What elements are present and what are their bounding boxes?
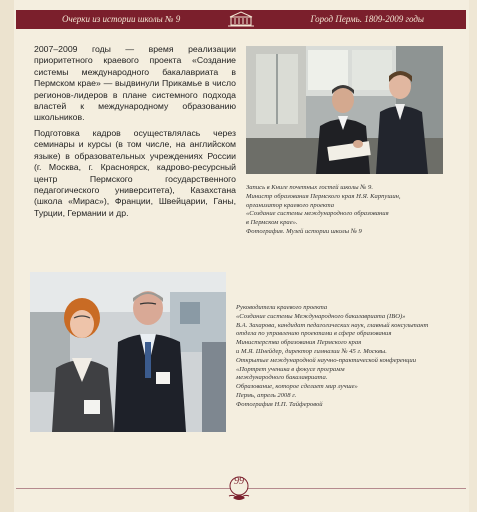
caption-line: и М.Я. Шнейдер, директор гимназии № 45 г. Москвы. (236, 347, 387, 355)
caption-line: Запись в Книге почетных гостей школы № 9. (246, 184, 373, 191)
body-paragraph-1: 2007–2009 годы — время реализации приоритетного краевого проекта «Создание системы международного бакалавриата в Пермском крае» — выдвинули Прикамье в число регионов-лидеров в плане системного подхода властей к международному образованию школьников. (34, 44, 236, 123)
page-number: 99 (234, 476, 244, 487)
page-right-edge (469, 0, 477, 512)
photo-guest-book-signing (246, 46, 443, 174)
caption-line: Открытые международной научно-практической конференции (236, 356, 417, 364)
caption-line: «Создание системы Международного бакалавриата (IBO)» (236, 312, 406, 320)
caption-line: «Портрет ученика в фокусе программ (236, 365, 345, 373)
school-building-emblem-icon (226, 11, 256, 27)
page-left-edge (0, 0, 14, 512)
body-paragraph-2: Подготовка кадров осуществлялась через семинары и курсы (в том числе, на английском языке) в образовательных учреждениях России (г. Москва, г. Красноярск, кадрово-ресурсный центр Пермского государственного педагогического университета), Казахстана (школа «Мирас»), Франции, Швейцарии, Ганы, Турции, Германии и др. (34, 128, 236, 218)
caption-line: международного бакалавриата. (236, 374, 328, 382)
photo-1-caption (246, 184, 446, 237)
caption-line: отдела по управлению проектами в сфере образования (236, 330, 392, 338)
caption-line: Фотография. Музей истории школы № 9 (246, 227, 362, 235)
photo-project-leaders (30, 272, 226, 432)
photo-2-caption (236, 304, 451, 410)
caption-line: Пермь, апрель 2008 г. (236, 391, 297, 399)
caption-line: организатор краевого проекта (246, 201, 335, 209)
caption-line: «Создание системы международного образования (246, 210, 389, 218)
caption-line: В.А. Захарова, кандидат педагогических наук, главный консультант (236, 321, 429, 329)
caption-line: Руководители краевого проекта (236, 304, 328, 311)
caption-line: Фотография Н.П. Тайферовой (236, 400, 323, 408)
header-right-title: Город Пермь. 1809-2009 годы (310, 14, 424, 24)
caption-line: в Пермском крае». (246, 219, 298, 227)
caption-line: Образование, которое сделает мир лучше» (236, 383, 358, 391)
header-bar (16, 10, 466, 29)
caption-line: Министр образования Пермского края Н.Я. Карпушин, (246, 192, 401, 200)
header-left-title: Очерки из истории школы № 9 (62, 14, 181, 24)
caption-line: Министерства образования Пермского края (236, 339, 362, 347)
